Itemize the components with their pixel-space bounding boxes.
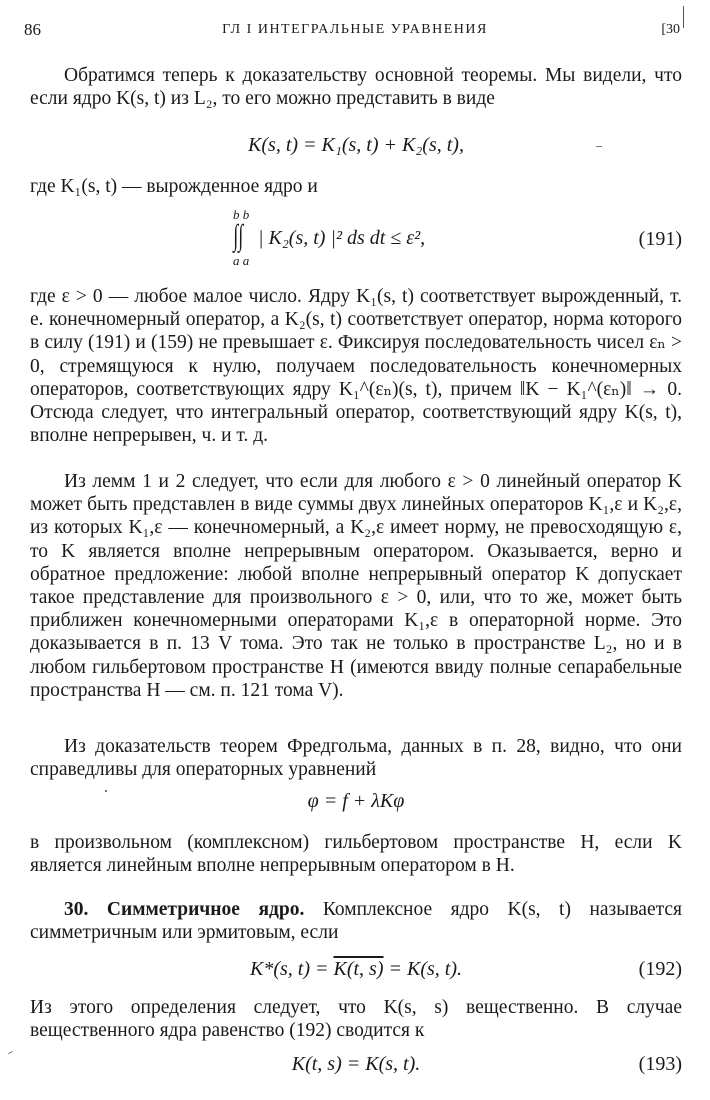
equation-191-number-row bbox=[30, 228, 682, 256]
equation-193-body: K(t, s) = K(s, t). bbox=[291, 1053, 421, 1075]
equation-kernel-split-body: K(s, t) = K₁(s, t) + K₂(s, t), bbox=[248, 134, 464, 156]
equation-193 bbox=[30, 1053, 682, 1081]
integral-lower-limits: a a bbox=[233, 253, 250, 268]
paragraph-real-kernel: Из этого определения следует, что K(s, s) вещественно. В случае вещественного ядра равенство (192) сводится к bbox=[30, 997, 682, 1042]
integral-sign-icon: ∫∫ bbox=[233, 219, 244, 252]
equation-192-right: = K(s, t). bbox=[383, 958, 462, 980]
paragraph-symmetric-kernel bbox=[30, 898, 682, 944]
equation-191-number: (191) bbox=[638, 228, 682, 250]
running-title: ГЛ I ИНТЕГРАЛЬНЫЕ УРАВНЕНИЯ bbox=[222, 22, 488, 37]
paragraph-intro: Обратимся теперь к доказательству основной теоремы. Мы видели, что если ядро K(s, t) из L₂, то его можно представить в виде bbox=[30, 65, 682, 110]
scan-speck bbox=[8, 1051, 13, 1054]
scan-speck bbox=[105, 790, 107, 792]
paragraph-fredholm: Из доказательств теорем Фредгольма, данных в п. 28, видно, что они справедливы для операторных уравнений bbox=[30, 736, 682, 781]
equation-192 bbox=[30, 958, 682, 986]
section-heading: 30. Симметричное ядро. bbox=[64, 899, 305, 920]
section-heading-text: Комплексное ядро K(s, t) называется симметричным или эрмитовым, если bbox=[30, 899, 682, 944]
equation-193-number: (193) bbox=[638, 1053, 682, 1075]
equation-192-conjugate: K(t, s) bbox=[333, 958, 384, 980]
paragraph-epsilon: где ε > 0 — любое малое число. Ядру K₁(s, t) соответствует вырожденный, т. е. конечномерный оператор, а K₂(s, t) соответствует оператор, норма которого в силу (191) и (159) не превышает ε. Фиксируя последовательность чисел εₙ > 0, стремящуюся к нулю, получаем последовательность конечномерных операторов, соответствующих ядру K₁^(εₙ)(s, t), причем ‖K − K₁^(εₙ)‖ → 0. Отсюда следует, что интегральный оператор, соответствующий ядру K(s, t), вполне непрерывен, ч. и т. д. bbox=[30, 286, 682, 447]
integral-expression: | K₂(s, t) |² ds dt ≤ ε², bbox=[258, 227, 426, 249]
equation-operator bbox=[30, 790, 682, 818]
paragraph-lemmas: Из лемм 1 и 2 следует, что если для любого ε > 0 линейный оператор K может быть представлен в виде суммы двух линейных операторов K₁,ε и K₂,ε, из которых K₁,ε — конечномерный, а K₂,ε имеет норму, не превосходящую ε, то K является вполне непрерывным оператором. Оказывается, верно и обратное предложение: любой вполне непрерывный оператор K допускает такое представление для произвольного ε > 0, или, что то же, может быть приближен конечномерными операторами K₁,ε в операторной норме. Это доказывается в п. 13 V тома. Это так не только в пространстве L₂, но и в любом гильбертовом пространстве H (имеются ввиду полные сепарабельные пространства H — см. п. 121 тома V). bbox=[30, 471, 682, 701]
page-number: 86 bbox=[24, 20, 41, 39]
scan-speck bbox=[596, 146, 602, 147]
equation-192-body bbox=[30, 958, 682, 981]
equation-operator-body: φ = f + λKφ bbox=[307, 790, 405, 812]
section-number: [30 bbox=[661, 22, 680, 37]
paragraph-degenerate: где K₁(s, t) — вырожденное ядро и bbox=[30, 176, 318, 197]
equation-kernel-split bbox=[30, 134, 682, 162]
paragraph-hilbert: в произвольном (комплексном) гильбертовом пространстве H, если K является линейным вполне непрерывным оператором в H. bbox=[30, 832, 682, 877]
equation-192-number: (192) bbox=[638, 958, 682, 980]
integral-upper-limits: b b bbox=[233, 207, 250, 222]
margin-mark bbox=[683, 6, 684, 28]
equation-192-left: K*(s, t) = bbox=[250, 958, 334, 980]
page-header bbox=[0, 20, 710, 44]
